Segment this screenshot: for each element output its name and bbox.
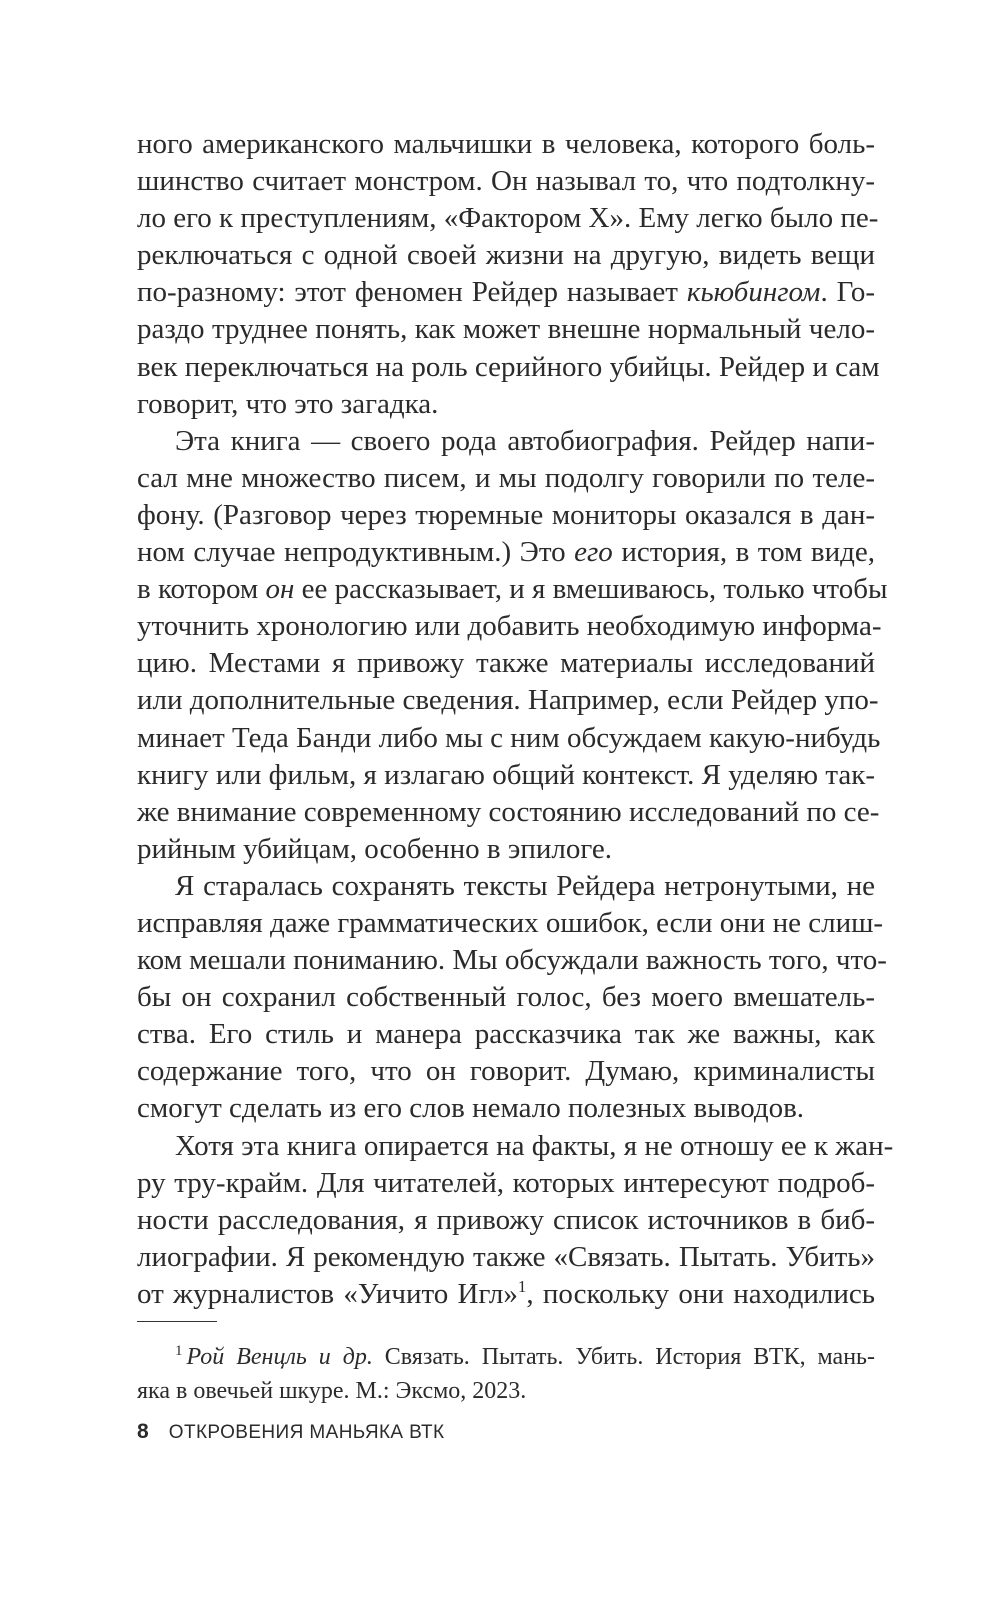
text-segment: книгу или фильм, я излагаю общий контекст. Я уделяю так-	[137, 758, 875, 791]
page-number: 8	[137, 1420, 150, 1443]
text-line	[137, 571, 888, 608]
text-segment: ности расследования, я привожу список источников в биб-	[137, 1203, 875, 1236]
running-footer	[137, 1420, 444, 1444]
text-line	[137, 831, 875, 868]
text-segment: исправляя даже грамматических ошибок, если они не слиш-	[137, 906, 884, 939]
text-line	[137, 1239, 875, 1276]
text-segment: минает Теда Банди либо мы с ним обсуждаем какую-нибудь	[137, 721, 881, 754]
text-line	[137, 1165, 875, 1202]
text-segment: же внимание современному состоянию исследований по се-	[137, 795, 880, 828]
text-segment: ком мешали пониманию. Мы обсуждали важность того, что-	[137, 944, 887, 977]
text-segment: в котором	[137, 573, 266, 606]
text-segment: фону. (Разговор через тюремные мониторы оказался в дан-	[137, 498, 875, 531]
text-segment: ее рассказывает, и я вмешиваюсь, только чтобы	[294, 573, 888, 606]
text-segment: ло его к преступлениям, «Фактором Х». Ему легко было пе-	[137, 202, 879, 235]
text-segment: яка в овечьей шкуре. М.: Эксмо, 2023.	[137, 1378, 527, 1404]
text-line	[137, 274, 875, 311]
text-line	[137, 386, 875, 423]
text-segment: ного американского мальчишки в человека, которого боль-	[137, 128, 875, 160]
text-line	[137, 126, 875, 163]
text-line	[137, 311, 875, 348]
footnote-reference: 1	[517, 1276, 527, 1296]
text-segment: Эта книга — своего рода автобиография. Рейдер напи-	[175, 424, 875, 457]
text-line	[137, 794, 880, 831]
text-segment: по-разному: этот феномен Рейдер называет	[137, 276, 687, 309]
text-segment: сал мне множество писем, и мы подолгу говорили по теле-	[137, 461, 875, 494]
italic-text: он	[265, 573, 295, 606]
text-segment: Я старалась сохранять тексты Рейдера нетронутыми, не	[175, 869, 875, 902]
text-line	[137, 645, 875, 682]
italic-text: Рой Венцль и др.	[186, 1344, 373, 1370]
text-line	[137, 979, 875, 1016]
footnote-text	[187, 1344, 875, 1370]
text-segment: уточнить хронологию или добавить необходимую информа-	[137, 610, 882, 643]
italic-text: кьюбингом	[686, 276, 821, 309]
text-line	[137, 349, 880, 386]
text-segment: или дополнительные сведения. Например, если Рейдер упо-	[137, 684, 879, 717]
footnote-divider	[137, 1321, 217, 1322]
text-line	[137, 1053, 875, 1090]
text-line	[137, 942, 887, 979]
footnote-text	[137, 1378, 526, 1404]
text-line	[137, 757, 875, 794]
footnote-line	[137, 1340, 875, 1374]
text-line	[137, 237, 875, 274]
text-line	[137, 1090, 875, 1127]
footnotes	[137, 1340, 875, 1408]
text-segment: , поскольку они находились	[526, 1277, 876, 1310]
text-segment: век переключаться на роль серийного убийцы. Рейдер и сам	[137, 350, 880, 383]
text-line	[137, 1202, 875, 1239]
text-segment: смогут сделать из его слов немало полезных выводов.	[137, 1092, 805, 1125]
text-line	[137, 905, 884, 942]
text-segment: ном случае непродуктивным.) Это	[137, 536, 575, 569]
text-segment: ства. Его стиль и манера рассказчика так же важны, как	[137, 1018, 875, 1051]
text-line	[137, 720, 881, 757]
text-segment: говорит, что это загадка.	[137, 387, 439, 420]
text-segment: ру тру-крайм. Для читателей, которых интересуют подроб-	[137, 1166, 875, 1199]
text-line	[137, 682, 879, 719]
text-line	[137, 1016, 875, 1053]
text-segment: история, в том виде,	[612, 536, 875, 569]
text-segment: Хотя эта книга опирается на факты, я не отношу ее к жан-	[175, 1129, 894, 1162]
running-title: ОТКРОВЕНИЯ МАНЬЯКА ВТК	[168, 1422, 445, 1443]
text-line	[137, 460, 875, 497]
footnote-line	[137, 1374, 875, 1408]
body-text	[137, 126, 894, 1313]
text-segment: от журналистов «Уичито Игл»	[137, 1277, 518, 1310]
text-line	[137, 163, 875, 200]
text-segment: шинство считает монстром. Он называл то, что подтолкну-	[137, 165, 875, 198]
text-segment: содержание того, что он говорит. Думаю, криминалисты	[137, 1055, 875, 1088]
text-line	[137, 608, 882, 645]
footnote-item	[137, 1340, 875, 1408]
italic-text: его	[574, 536, 613, 569]
text-line	[137, 423, 875, 460]
text-segment: рийным убийцам, особенно в эпилоге.	[137, 832, 612, 865]
text-line	[137, 534, 875, 571]
text-line	[137, 1128, 894, 1165]
footnote-marker: 1	[175, 1343, 183, 1359]
text-line	[137, 868, 875, 905]
text-line	[137, 1276, 875, 1313]
text-segment: реключаться с одной своей жизни на другую, видеть вещи	[137, 239, 875, 272]
text-segment: . Го-	[820, 276, 875, 309]
text-line	[137, 497, 875, 534]
text-segment: раздо труднее понять, как может внешне нормальный чело-	[137, 313, 875, 346]
text-line	[137, 200, 879, 237]
text-segment: лиографии. Я рекомендую также «Связать. Пытать. Убить»	[137, 1240, 875, 1273]
text-segment: Связать. Пытать. Убить. История ВТК, мань-	[372, 1344, 875, 1370]
text-segment: бы он сохранил собственный голос, без моего вмешатель-	[137, 981, 875, 1014]
text-segment: цию. Местами я привожу также материалы исследований	[137, 647, 875, 680]
